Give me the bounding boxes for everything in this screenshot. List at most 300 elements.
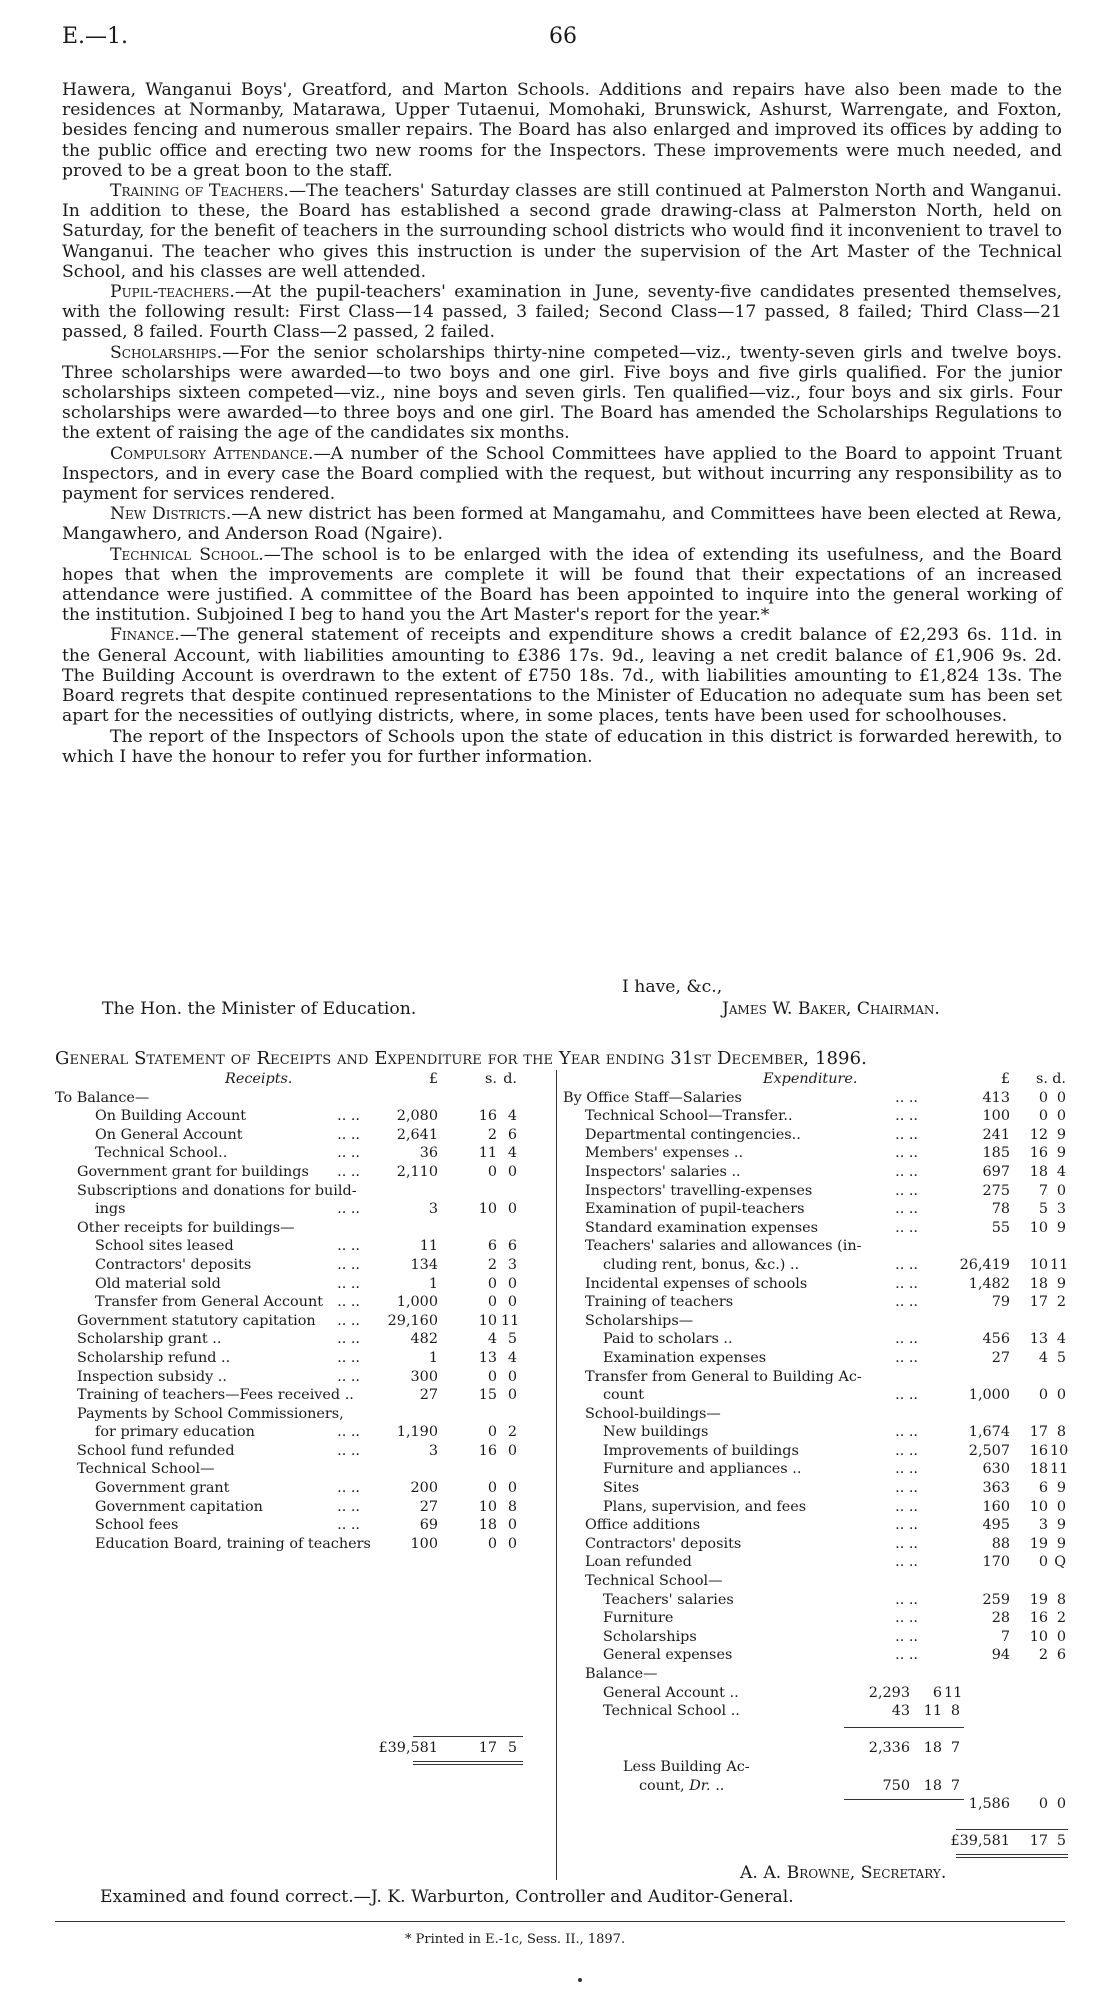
row-label: Loan refunded [585, 1554, 692, 1571]
leader-dots: .. .. [895, 1535, 918, 1552]
leader-dots: .. .. [895, 1163, 918, 1180]
amount-pence: 0 [507, 1387, 517, 1404]
row-label: Scholarships [603, 1628, 697, 1645]
row-label: Inspection subsidy .. [77, 1368, 227, 1385]
amount-shillings: 2 [1038, 1647, 1048, 1664]
paragraph-heading: Compulsory Attendance. [110, 443, 314, 464]
row-label: Furniture [603, 1610, 674, 1627]
net-balance-row [563, 1795, 1068, 1814]
receipts-column [55, 1070, 555, 1758]
receipts-row [55, 1089, 555, 1108]
leader-dots: .. .. [895, 1628, 918, 1645]
balance-subtotal-values [563, 1739, 1068, 1758]
amount-pence: 3 [507, 1256, 517, 1273]
leader-dots: .. .. [895, 1089, 918, 1106]
amount-shillings: 6 [487, 1238, 497, 1255]
amount-pence: 5 [507, 1740, 517, 1757]
leader-dots: .. .. [337, 1312, 360, 1329]
amount-pounds: 79 [991, 1294, 1010, 1311]
row-label: Inspectors' travelling-expenses [585, 1182, 813, 1199]
blank-row [55, 1553, 555, 1572]
leader-dots: .. .. [895, 1108, 918, 1125]
receipts-row [55, 1535, 555, 1554]
amount-shillings: 19 [1029, 1591, 1048, 1608]
expenditure-row [563, 1200, 1068, 1219]
leader-dots: .. .. [337, 1331, 360, 1348]
amount-pounds: 259 [982, 1591, 1010, 1608]
expenditure-row [563, 1312, 1068, 1331]
expenditure-row [563, 1126, 1068, 1145]
row-label: To Balance— [55, 1089, 150, 1106]
leader-dots: .. .. [895, 1126, 918, 1143]
amount-pounds: 482 [410, 1331, 438, 1348]
row-label: Subscriptions and donations for build- [77, 1182, 357, 1199]
amount-pounds: 185 [982, 1145, 1010, 1162]
amount-shillings: 18 [923, 1740, 942, 1757]
less-row [563, 1758, 1068, 1777]
leader-dots: .. .. [895, 1331, 918, 1348]
amount-pence: 9 [1056, 1275, 1066, 1292]
paragraph-text: Hawera, Wanganui Boys', Greatford, and Marton Schools. Additions and repairs have also been made to the residences at Normanby, Matarawa, Upper Tutaenui, Momohaki, Brunswick, Ashurst, Warrengate, and Foxton, besides fencing and numerous smaller repairs. The Board has also enlarged and improved its offices by adding to the public office and erecting two new rooms for the Inspectors. These improvements were much needed, and proved to be a great boon to the staff. [62, 80, 1062, 181]
amount-pounds: 28 [991, 1610, 1010, 1627]
footnote: * Printed in E.-1c, Sess. II., 1897. [405, 1932, 626, 1947]
signature-text: James W. Baker, Chairman. [722, 999, 940, 1019]
expenditure-row [563, 1219, 1068, 1238]
amount-pounds: 27 [419, 1498, 438, 1515]
leader-dots: .. .. [895, 1219, 918, 1236]
amount-pence: 6 [507, 1238, 517, 1255]
leader-dots: .. .. [895, 1145, 918, 1162]
row-label: Sites [603, 1480, 640, 1497]
row-label: ings [95, 1201, 126, 1218]
balance-subtotal-row [563, 1721, 1068, 1740]
body-paragraph [62, 181, 1062, 282]
row-label: By Office Staff—Salaries [563, 1089, 742, 1106]
amount-pounds: 134 [410, 1256, 438, 1273]
amount-shillings: 0 [487, 1275, 497, 1292]
balance-row [563, 1665, 1068, 1684]
amount-pounds: 27 [991, 1349, 1010, 1366]
amount-pounds: 160 [982, 1498, 1010, 1515]
amount-shillings: 2 [487, 1256, 497, 1273]
amount-shillings: 0 [487, 1480, 497, 1497]
amount-pence: 6 [1056, 1647, 1066, 1664]
amount-pounds: 495 [982, 1517, 1010, 1534]
amount-pounds: 2,507 [968, 1442, 1010, 1459]
expenditure-row [563, 1368, 1068, 1387]
row-label: Technical School—Transfer.. [585, 1108, 793, 1125]
body-paragraph [62, 504, 1062, 544]
amount-pounds: 200 [410, 1480, 438, 1497]
receipts-row [55, 1200, 555, 1219]
expenditure-row [563, 1442, 1068, 1461]
row-label: Teachers' salaries [603, 1591, 734, 1608]
amount-pence: 4 [1056, 1163, 1066, 1180]
amount-pence: 5 [1056, 1833, 1066, 1850]
amount-pounds: 1,482 [968, 1275, 1010, 1292]
amount-shillings: 11 [478, 1145, 497, 1162]
expenditure-row [563, 1628, 1068, 1647]
paragraph-heading: Finance. [110, 625, 180, 646]
body-paragraph [62, 80, 1062, 181]
expenditure-header-row [563, 1070, 1068, 1089]
row-label: Contractors' deposits [585, 1535, 742, 1552]
amount-pence: 2 [507, 1424, 517, 1441]
amount-pence: 3 [1056, 1201, 1066, 1218]
column-divider [556, 1070, 557, 1880]
amount-pence: 0 [1056, 1108, 1066, 1125]
blank-row [55, 1684, 555, 1703]
receipts-row [55, 1516, 555, 1535]
amount-pounds: £39,581 [950, 1833, 1010, 1850]
amount-pence: 11 [1050, 1256, 1069, 1273]
amount-shillings: 13 [1029, 1331, 1048, 1348]
double-rule [413, 1761, 523, 1765]
expenditure-column [563, 1070, 1068, 1851]
expenditure-row [563, 1144, 1068, 1163]
leader-dots: .. .. [895, 1424, 918, 1441]
row-label: Standard examination expenses [585, 1219, 819, 1236]
blank-row [55, 1609, 555, 1628]
secretary-signature [740, 1863, 946, 1883]
expenditure-row [563, 1386, 1068, 1405]
amount-shillings: 3 [1038, 1517, 1048, 1534]
row-label: Plans, supervision, and fees [603, 1498, 807, 1515]
amount-pence: 0 [1056, 1796, 1066, 1813]
amount-pounds: 750 [882, 1777, 910, 1794]
body-paragraph [62, 727, 1062, 767]
amount-pence: 4 [1056, 1331, 1066, 1348]
leader-dots: .. .. [337, 1517, 360, 1534]
amount-pounds: 2,336 [868, 1740, 910, 1757]
row-label: Government capitation [95, 1498, 263, 1515]
less-row [563, 1777, 1068, 1796]
amount-pounds: 1 [428, 1349, 438, 1366]
row-label: Examination expenses [603, 1349, 767, 1366]
blank-row [55, 1572, 555, 1591]
body-paragraph [62, 444, 1062, 505]
paragraph-text: —At the pupil-teachers' examination in June, seventy-five candidates presented themselves, with the following result: First Class—14 passed, 3 failed; Second Class—17 passed, 8 failed; Third Class—21 passed, 8 failed. Fourth Class—2 passed, 2 failed. [62, 282, 1062, 343]
body-paragraph [62, 545, 1062, 626]
receipts-row [55, 1498, 555, 1517]
amount-pounds: 456 [982, 1331, 1010, 1348]
row-label: Training of teachers [585, 1294, 734, 1311]
amount-pence: d. [503, 1071, 517, 1087]
amount-shillings: 18 [478, 1517, 497, 1534]
amount-pounds: 100 [410, 1535, 438, 1552]
leader-dots: .. .. [895, 1647, 918, 1664]
amount-pounds: 1,586 [968, 1796, 1010, 1813]
amount-pence: 5 [1056, 1349, 1066, 1366]
amount-pounds: 275 [982, 1182, 1010, 1199]
receipts-row [55, 1349, 555, 1368]
leader-dots: .. .. [337, 1108, 360, 1125]
row-label: Technical School— [585, 1573, 723, 1590]
expenditure-row [563, 1182, 1068, 1201]
amount-pounds: 697 [982, 1163, 1010, 1180]
leader-dots: .. .. [895, 1442, 918, 1459]
receipts-row [55, 1144, 555, 1163]
addressee: The Hon. the Minister of Education. [102, 999, 417, 1019]
balance-sub-row [563, 1702, 1068, 1721]
amount-shillings: 16 [1029, 1610, 1048, 1627]
row-label: Scholarship refund .. [77, 1349, 231, 1366]
amount-pence: 4 [507, 1145, 517, 1162]
row-label: School sites leased [95, 1238, 234, 1255]
amount-pounds: £ [428, 1071, 438, 1087]
leader-dots: .. .. [895, 1517, 918, 1534]
expenditure-row [563, 1646, 1068, 1665]
less-dots: .. [710, 1777, 725, 1794]
amount-shillings: 17 [478, 1740, 497, 1757]
leader-dots: .. .. [895, 1498, 918, 1515]
amount-pounds: £39,581 [378, 1740, 438, 1757]
row-label: On General Account [95, 1126, 243, 1143]
footnote-rule [55, 1921, 1065, 1922]
amount-shillings: 17 [1029, 1833, 1048, 1850]
expenditure-row [563, 1330, 1068, 1349]
leader-dots: .. .. [337, 1294, 360, 1311]
amount-shillings: 10 [1029, 1628, 1048, 1645]
amount-pounds: 363 [982, 1480, 1010, 1497]
amount-pence: 0 [507, 1294, 517, 1311]
row-label: Transfer from General Account [95, 1294, 324, 1311]
amount-shillings: 16 [1029, 1145, 1048, 1162]
amount-pounds: 78 [991, 1201, 1010, 1218]
amount-pounds: 43 [891, 1703, 910, 1720]
less-text: count, [639, 1777, 690, 1794]
receipts-row [55, 1312, 555, 1331]
paragraph-heading: Scholarships. [110, 342, 223, 363]
leader-dots: .. .. [337, 1275, 360, 1292]
receipts-row [55, 1386, 555, 1405]
receipts-row [55, 1275, 555, 1294]
amount-pence: 8 [507, 1498, 517, 1515]
leader-dots: .. .. [895, 1294, 918, 1311]
amount-pounds: 241 [982, 1126, 1010, 1143]
expenditure-row [563, 1405, 1068, 1424]
expenditure-heading: Expenditure. [763, 1071, 858, 1087]
amount-shillings: 19 [1029, 1535, 1048, 1552]
amount-shillings: 0 [1038, 1387, 1048, 1404]
amount-shillings: 12 [1029, 1126, 1048, 1143]
amount-pence: 0 [1056, 1387, 1066, 1404]
amount-shillings: 17 [1029, 1424, 1048, 1441]
amount-pence: 5 [507, 1331, 517, 1348]
amount-pounds: 26,419 [959, 1256, 1010, 1273]
row-label: School fund refunded [77, 1442, 235, 1459]
amount-pence: 4 [507, 1349, 517, 1366]
leader-dots: .. .. [337, 1368, 360, 1385]
paragraph-heading: Training of Teachers. [110, 181, 289, 202]
amount-pence: 0 [1056, 1628, 1066, 1645]
amount-shillings: 4 [1038, 1349, 1048, 1366]
leader-dots: .. .. [337, 1498, 360, 1515]
leader-dots: .. .. [895, 1182, 918, 1199]
amount-pence: 0 [1056, 1498, 1066, 1515]
leader-dots: .. .. [337, 1201, 360, 1218]
amount-shillings: 17 [1029, 1294, 1048, 1311]
amount-shillings: 0 [1038, 1554, 1048, 1571]
page-mark [578, 1978, 582, 1982]
blank-row [55, 1646, 555, 1665]
amount-shillings: 10 [478, 1201, 497, 1218]
receipts-row [55, 1460, 555, 1479]
body-paragraph [62, 282, 1062, 343]
amount-pence: d. [1052, 1071, 1066, 1087]
paragraph-text: —A new district has been formed at Mangamahu, and Committees have been elected at Rewa, Mangawhero, and Anderson Road (Ngaire). [62, 504, 1062, 545]
amount-shillings: 0 [1038, 1108, 1048, 1125]
amount-pence: 2 [1056, 1294, 1066, 1311]
amount-pence: 0 [507, 1517, 517, 1534]
paragraph-text: —The school is to be enlarged with the idea of extending its usefulness, and the Board hopes that when the improvements are complete it will be found that their expectations of an increased attendance were justified. A committee of the Board has been appointed to inquire into the general working of the institution. Subjoined I beg to hand you the Art Master's report for the year.* [62, 544, 1062, 626]
row-label: Transfer from General to Building Ac- [585, 1368, 862, 1385]
expenditure-row [563, 1107, 1068, 1126]
receipts-total-row [55, 1739, 555, 1758]
amount-pence: 0 [507, 1535, 517, 1552]
leader-dots: .. .. [895, 1591, 918, 1608]
amount-pence: 7 [950, 1777, 960, 1794]
expenditure-row [563, 1591, 1068, 1610]
leader-dots: .. .. [895, 1349, 918, 1366]
expenditure-row [563, 1293, 1068, 1312]
row-label: Departmental contingencies.. [585, 1126, 801, 1143]
expenditure-row [563, 1498, 1068, 1517]
paragraph-text: —The general statement of receipts and expenditure shows a credit balance of £2,293 6s. 11d. in the General Account, with liabilities amounting to £386 17s. 9d., leaving a net credit balance of £1,906 9s. 2d. The Building Account is overdrawn to the extent of £750 18s. 7d., with liabilities amounting to £1,824 13s. The Board regrets that despite continued representations to the Minister of Education no adequate sum has been set apart for the necessities of outlying districts, where, in some places, tents have been used for schoolhouses. [62, 625, 1062, 727]
expenditure-row [563, 1535, 1068, 1554]
amount-shillings: 0 [487, 1294, 497, 1311]
row-label: Incidental expenses of schools [585, 1275, 808, 1292]
leader-dots: .. .. [895, 1554, 918, 1571]
row-label: School-buildings— [585, 1405, 721, 1422]
leader-dots: .. .. [337, 1238, 360, 1255]
row-label: Payments by School Commissioners, [77, 1405, 344, 1422]
total-rule [413, 1736, 523, 1737]
amount-pounds: 3 [428, 1442, 438, 1459]
body-paragraph [62, 343, 1062, 444]
amount-pence: 8 [1056, 1591, 1066, 1608]
amount-pence: 0 [507, 1275, 517, 1292]
receipts-row [55, 1368, 555, 1387]
row-label: Training of teachers—Fees received .. [77, 1387, 354, 1404]
amount-shillings: 16 [478, 1442, 497, 1459]
leader-dots: .. .. [337, 1145, 360, 1162]
amount-pence: 0 [507, 1163, 517, 1180]
amount-pence: 11 [501, 1312, 520, 1329]
amount-pounds: 630 [982, 1461, 1010, 1478]
expenditure-row [563, 1609, 1068, 1628]
blank-row [55, 1702, 555, 1721]
row-label: cluding rent, bonus, &c.) .. [603, 1256, 800, 1273]
amount-pence: 10 [1050, 1442, 1069, 1459]
blank-row [55, 1628, 555, 1647]
expenditure-row [563, 1237, 1068, 1256]
amount-pence: 0 [507, 1442, 517, 1459]
balance-sub-row [563, 1684, 1068, 1703]
amount-shillings: 7 [1038, 1182, 1048, 1199]
paragraph-text: —For the senior scholarships thirty-nine competed—viz., twenty-seven girls and twelve boys. Three scholarships were awarded—to two boys and one girl. Five boys and five girls qualified. For the junior scholarships sixteen competed—viz., nine boys and seven girls. Ten qualified—viz., four boys and six girls. Four scholarships were awarded—to three boys and one girl. The Board has amended the Scholarships Regulations to the extent of raising the age of the candidates six months. [62, 342, 1062, 444]
amount-shillings: 15 [478, 1387, 497, 1404]
receipts-row [55, 1107, 555, 1126]
amount-pence: 8 [1056, 1424, 1066, 1441]
receipts-row [55, 1219, 555, 1238]
amount-shillings: 0 [487, 1368, 497, 1385]
amount-pence: 11 [1050, 1461, 1069, 1478]
leader-dots: .. .. [337, 1256, 360, 1273]
amount-shillings: s. [1036, 1071, 1048, 1087]
row-label: School fees [95, 1517, 179, 1534]
amount-shillings: 5 [1038, 1201, 1048, 1218]
subtotal-rule [844, 1727, 964, 1728]
paragraph-text: —A number of the School Committees have applied to the Board to appoint Truant Inspectors, and in every case the Board complied with the request, but without incurring any responsibility as to payment for services rendered. [62, 443, 1062, 505]
amount-pence: 11 [944, 1684, 963, 1701]
row-label: Other receipts for buildings— [77, 1219, 295, 1236]
amount-pounds: 2,080 [396, 1108, 438, 1125]
amount-shillings: 4 [487, 1331, 497, 1348]
receipts-row [55, 1126, 555, 1145]
row-label [639, 1777, 724, 1796]
signature [722, 999, 940, 1019]
amount-pounds: 1,190 [396, 1424, 438, 1441]
row-label: Old material sold [95, 1275, 221, 1292]
page-header [62, 24, 1052, 54]
row-label: Technical School .. [603, 1703, 740, 1720]
receipts-row [55, 1479, 555, 1498]
amount-pounds: 1,674 [968, 1424, 1010, 1441]
leader-dots: .. .. [337, 1126, 360, 1143]
receipts-row [55, 1423, 555, 1442]
paragraph-heading: Technical School. [110, 544, 264, 565]
closing-salutation: I have, &c., [622, 977, 723, 997]
amount-pounds: 11 [419, 1238, 438, 1255]
row-label: Government grant [95, 1480, 230, 1497]
amount-pounds: 2,641 [396, 1126, 438, 1143]
expenditure-row [563, 1089, 1068, 1108]
amount-pence: 9 [1056, 1535, 1066, 1552]
amount-pounds: 55 [991, 1219, 1010, 1236]
amount-shillings: 6 [1038, 1480, 1048, 1497]
row-label: New buildings [603, 1424, 709, 1441]
expenditure-row [563, 1460, 1068, 1479]
page-number: 66 [549, 24, 577, 49]
paragraph-text: —The teachers' Saturday classes are still continued at Palmerston North and Wanganui. In addition to these, the Board has established a second grade drawing-class at Palmerston North, held on Saturday, for the benefit of teachers in the surrounding school districts who would find it inconvenient to travel to Wanganui. The teacher who gives this instruction is under the supervision of the Art Master of the Technical School, and his classes are well attended. [62, 181, 1062, 282]
amount-pounds: 1,000 [396, 1294, 438, 1311]
amount-pounds: 7 [1000, 1628, 1010, 1645]
row-label: Scholarships— [585, 1312, 694, 1329]
amount-shillings: 16 [1029, 1442, 1048, 1459]
leader-dots: .. .. [895, 1201, 918, 1218]
row-label: Government grant for buildings [77, 1163, 309, 1180]
amount-shillings: 0 [1038, 1089, 1048, 1106]
amount-pence: 2 [1056, 1610, 1066, 1627]
amount-pence: 9 [1056, 1145, 1066, 1162]
amount-shillings: 0 [487, 1424, 497, 1441]
row-label: Balance— [585, 1666, 658, 1682]
row-label: for primary education [95, 1424, 255, 1441]
amount-shillings: 10 [1029, 1219, 1048, 1236]
receipts-header-row [55, 1070, 555, 1089]
leader-dots: .. .. [337, 1442, 360, 1459]
amount-pence: 9 [1056, 1219, 1066, 1236]
amount-shillings: 10 [1029, 1256, 1048, 1273]
leader-dots: .. .. [337, 1163, 360, 1180]
row-label: Education Board, training of teachers [95, 1535, 371, 1552]
receipts-heading: Receipts. [225, 1071, 293, 1087]
amount-pounds: 29,160 [387, 1312, 438, 1329]
expenditure-row [563, 1516, 1068, 1535]
amount-shillings: 10 [478, 1312, 497, 1329]
receipts-row [55, 1442, 555, 1461]
